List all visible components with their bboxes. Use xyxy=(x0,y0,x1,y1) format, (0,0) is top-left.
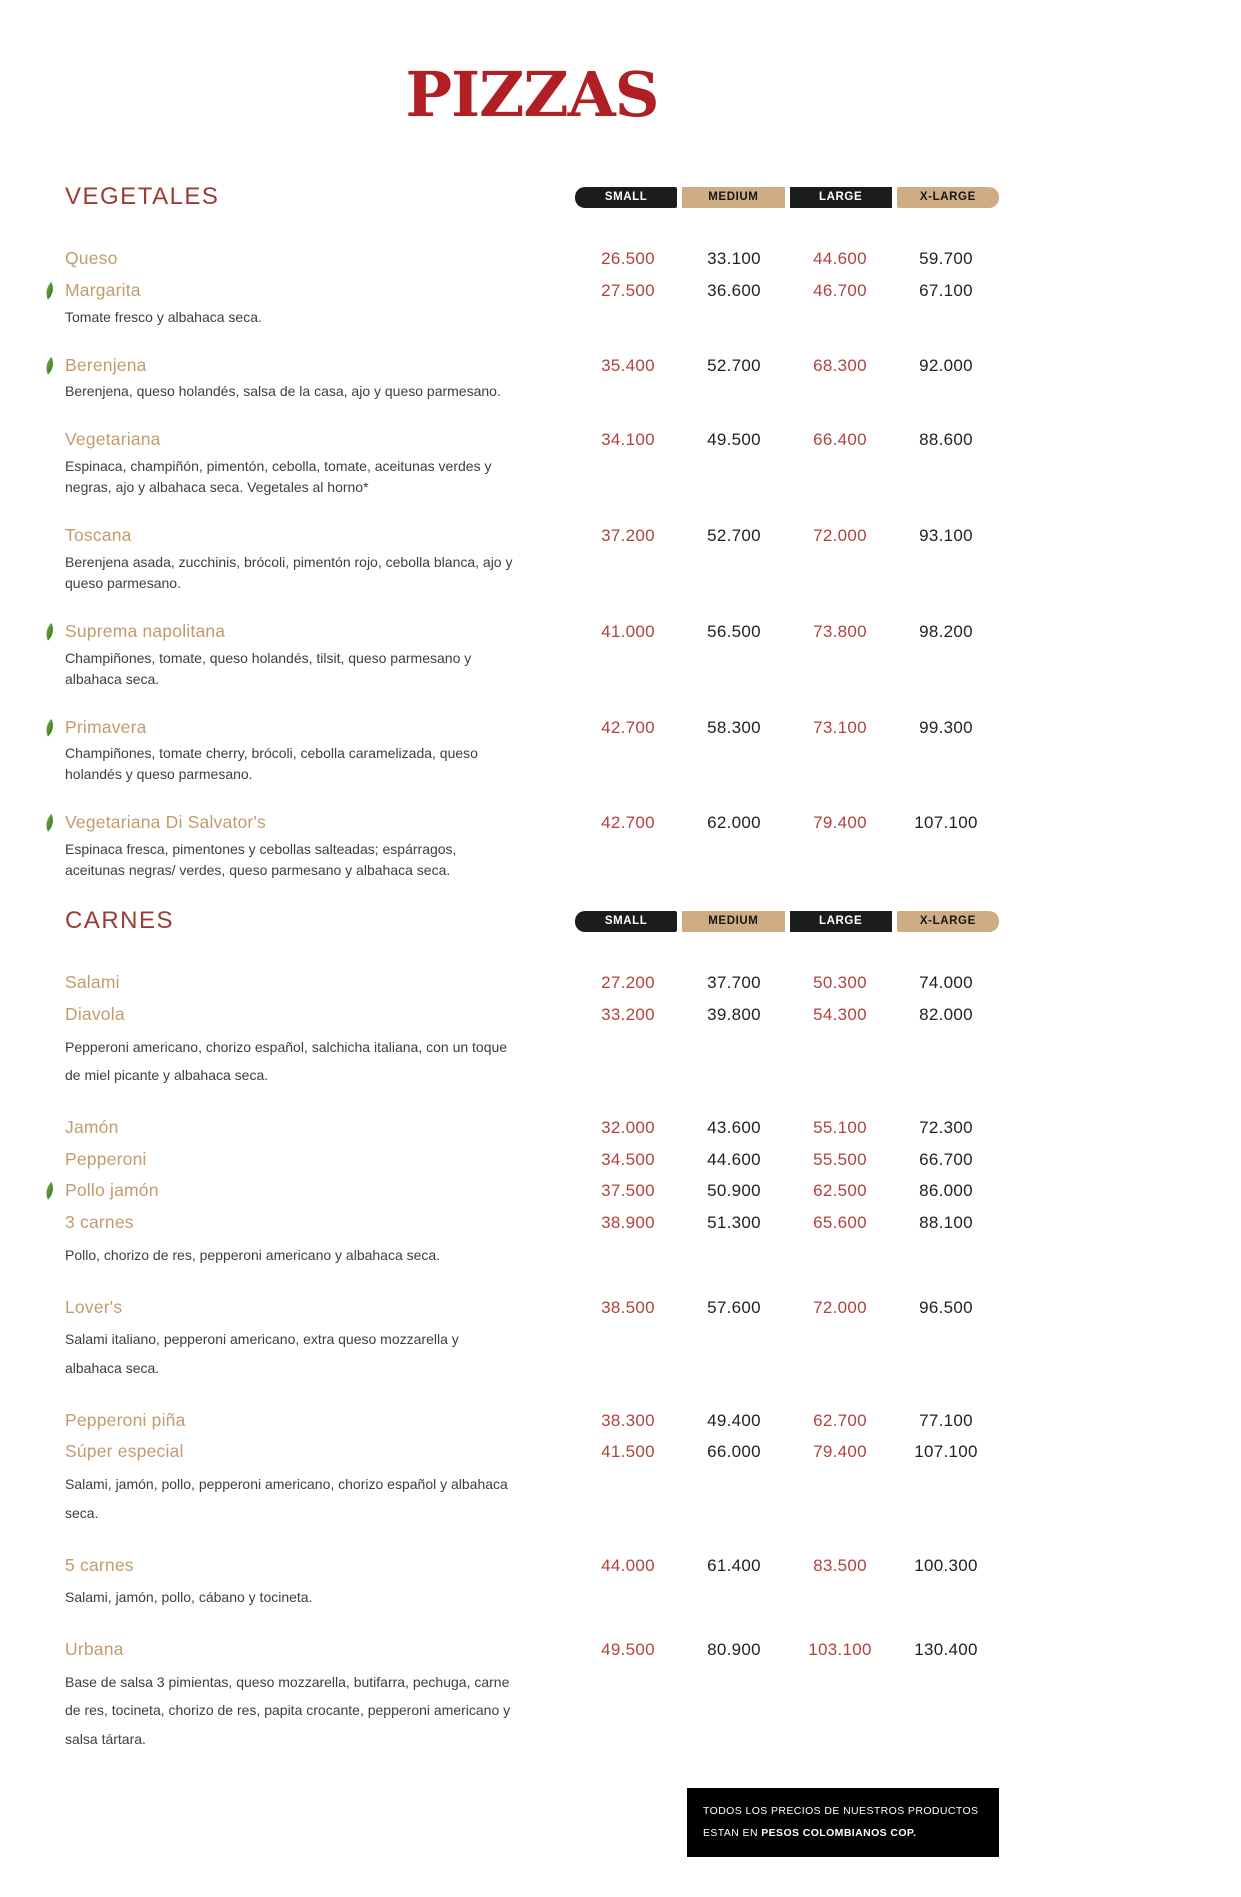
section-title-carnes: CARNES xyxy=(65,907,175,934)
item-name: Vegetariana xyxy=(65,429,161,450)
item-description: Base de salsa 3 pimientas, queso mozzarella, butifarra, pechuga, carne de res, tocineta, chorizo de res, papita crocante, pepperoni americano y salsa tártara. xyxy=(65,1673,511,1748)
item-name-row xyxy=(65,1179,575,1202)
menu-item-row xyxy=(65,428,999,498)
price-x-large: 86.000 xyxy=(919,1181,973,1201)
menu-item-row xyxy=(65,1440,999,1527)
item-info xyxy=(65,1554,575,1612)
price-x-large: 88.600 xyxy=(919,430,973,450)
item-name: Pepperoni piña xyxy=(65,1409,186,1430)
menu-item-row xyxy=(65,1211,999,1269)
price-large: 46.700 xyxy=(813,280,867,300)
price-medium: 39.800 xyxy=(707,1004,761,1024)
vegetarian-leaf-icon xyxy=(43,1181,56,1201)
price-small: 44.000 xyxy=(601,1555,655,1575)
footer-note xyxy=(687,1788,999,1857)
item-name: Súper especial xyxy=(65,1441,184,1462)
vegetarian-leaf-icon xyxy=(43,281,56,301)
item-info xyxy=(65,716,575,786)
menu-item-row xyxy=(65,524,999,594)
item-name-row xyxy=(65,428,575,451)
menu-item-row xyxy=(65,1179,999,1202)
item-info xyxy=(65,524,575,594)
item-name-row xyxy=(65,811,575,834)
item-name: Salami xyxy=(65,972,120,992)
price-large: 66.400 xyxy=(813,430,867,450)
item-name: Pollo jamón xyxy=(65,1180,159,1201)
price-medium: 52.700 xyxy=(707,355,761,375)
item-info xyxy=(65,971,575,994)
item-info xyxy=(65,1116,575,1139)
price-large: 79.400 xyxy=(813,813,867,833)
menu-item-row xyxy=(65,1148,999,1171)
item-description: Salami, jamón, pollo, cábano y tocineta. xyxy=(65,1589,313,1606)
menu-item-row xyxy=(65,716,999,786)
price-medium: 49.400 xyxy=(707,1410,761,1430)
page-title: PIZZAS xyxy=(405,58,659,131)
price-large: 72.000 xyxy=(813,526,867,545)
price-x-large: 107.100 xyxy=(914,813,978,833)
price-small: 34.100 xyxy=(601,430,655,450)
item-name: Suprema napolitana xyxy=(65,620,226,641)
item-name-row xyxy=(65,354,575,377)
price-x-large: 107.100 xyxy=(914,1442,978,1462)
item-name-row xyxy=(65,524,575,547)
price-small: 33.200 xyxy=(601,1004,655,1024)
menu-item-row xyxy=(65,1409,999,1432)
price-medium: 52.700 xyxy=(707,526,761,545)
price-large: 44.600 xyxy=(813,249,867,268)
price-x-large: 88.100 xyxy=(919,1213,973,1233)
item-name-row xyxy=(65,716,575,739)
price-small: 38.900 xyxy=(601,1213,655,1233)
size-pill-large: LARGE xyxy=(790,187,892,208)
item-info xyxy=(65,620,575,690)
item-name-row xyxy=(65,1003,575,1026)
item-name-row xyxy=(65,279,575,302)
price-small: 37.200 xyxy=(601,526,655,545)
menu-item-row xyxy=(65,1638,999,1754)
item-name-row xyxy=(65,1116,575,1139)
menu-item-row xyxy=(65,354,999,403)
section-header-row xyxy=(65,183,999,211)
price-small: 27.200 xyxy=(601,973,655,992)
price-medium: 56.500 xyxy=(707,621,761,641)
price-large: 50.300 xyxy=(813,973,867,992)
item-name-row xyxy=(65,1211,575,1234)
price-medium: 58.300 xyxy=(707,717,761,737)
item-info xyxy=(65,279,575,328)
item-name: 5 carnes xyxy=(65,1554,134,1575)
item-name-row xyxy=(65,620,575,643)
item-info xyxy=(65,247,575,270)
footer-line2-bold: PESOS COLOMBIANOS COP. xyxy=(761,1827,917,1840)
item-name: Vegetariana Di Salvator's xyxy=(65,812,266,833)
price-medium: 66.000 xyxy=(707,1442,761,1462)
size-pill-large: LARGE xyxy=(790,911,892,932)
menu-item-row xyxy=(65,1116,999,1139)
menu-item-row xyxy=(65,971,999,994)
item-info xyxy=(65,1638,575,1754)
section-title-vegetales: VEGETALES xyxy=(65,183,220,210)
price-small: 49.500 xyxy=(601,1640,655,1659)
item-description: Berenjena, queso holandés, salsa de la casa, ajo y queso parmesano. xyxy=(65,383,501,400)
price-small: 42.700 xyxy=(601,813,655,833)
item-name-row xyxy=(65,1440,575,1463)
price-x-large: 130.400 xyxy=(914,1640,978,1659)
item-name-row xyxy=(65,1409,575,1432)
price-small: 27.500 xyxy=(601,280,655,300)
size-pills xyxy=(575,187,999,208)
price-medium: 37.700 xyxy=(707,973,761,992)
price-large: 103.100 xyxy=(808,1640,872,1659)
item-description: Pepperoni americano, chorizo español, salchicha italiana, con un toque de miel picante y albahaca seca. xyxy=(65,1038,508,1084)
footer-line2-prefix: ESTAN EN xyxy=(703,1827,762,1840)
item-name: Margarita xyxy=(65,279,141,300)
price-x-large: 82.000 xyxy=(919,1004,973,1024)
vegetarian-leaf-icon xyxy=(43,356,56,376)
item-name-row xyxy=(65,1638,575,1661)
price-small: 35.400 xyxy=(601,355,655,375)
vegetarian-leaf-icon xyxy=(43,622,56,642)
item-name: Primavera xyxy=(65,716,147,737)
item-name-row xyxy=(65,1554,575,1577)
item-name: Diavola xyxy=(65,1003,125,1024)
item-info xyxy=(65,811,575,881)
price-small: 32.000 xyxy=(601,1117,655,1137)
price-large: 55.500 xyxy=(813,1149,867,1169)
item-name: 3 carnes xyxy=(65,1212,134,1233)
item-info xyxy=(65,1148,575,1171)
price-large: 79.400 xyxy=(813,1442,867,1462)
item-description: Tomate fresco y albahaca seca. xyxy=(65,308,262,325)
price-large: 73.800 xyxy=(813,621,867,641)
item-info xyxy=(65,1003,575,1090)
price-x-large: 67.100 xyxy=(919,280,973,300)
size-pill-x-large: X-LARGE xyxy=(897,911,999,932)
item-info xyxy=(65,1211,575,1269)
item-info xyxy=(65,428,575,498)
menu-item-row xyxy=(65,279,999,328)
price-medium: 57.600 xyxy=(707,1297,761,1317)
item-description: Pollo, chorizo de res, pepperoni americano y albahaca seca. xyxy=(65,1246,441,1263)
price-small: 38.500 xyxy=(601,1297,655,1317)
menu-item-row xyxy=(65,1554,999,1612)
price-medium: 61.400 xyxy=(707,1555,761,1575)
price-x-large: 99.300 xyxy=(919,717,973,737)
item-description: Salami, jamón, pollo, pepperoni americano, chorizo español y albahaca seca. xyxy=(65,1476,508,1521)
price-x-large: 77.100 xyxy=(919,1410,973,1430)
price-medium: 51.300 xyxy=(707,1213,761,1233)
price-small: 37.500 xyxy=(601,1181,655,1201)
price-large: 62.700 xyxy=(813,1410,867,1430)
item-name: Jamón xyxy=(65,1116,119,1137)
item-name-row xyxy=(65,1296,575,1319)
section-header-row xyxy=(65,907,999,935)
price-large: 73.100 xyxy=(813,717,867,737)
price-small: 42.700 xyxy=(601,717,655,737)
section-carnes xyxy=(65,907,999,1754)
price-x-large: 93.100 xyxy=(919,526,973,545)
size-pill-small: SMALL xyxy=(575,187,677,208)
item-info xyxy=(65,354,575,403)
price-medium: 62.000 xyxy=(707,813,761,833)
menu-item-row xyxy=(65,1003,999,1090)
item-info xyxy=(65,1296,575,1383)
price-medium: 80.900 xyxy=(707,1640,761,1659)
item-info xyxy=(65,1409,575,1432)
menu-item-row xyxy=(65,811,999,881)
price-small: 38.300 xyxy=(601,1410,655,1430)
menu-item-row xyxy=(65,247,999,270)
menu-item-row xyxy=(65,1296,999,1383)
price-large: 68.300 xyxy=(813,355,867,375)
size-pills xyxy=(575,911,999,932)
size-pill-small: SMALL xyxy=(575,911,677,932)
price-x-large: 74.000 xyxy=(919,973,973,992)
price-medium: 36.600 xyxy=(707,280,761,300)
price-medium: 49.500 xyxy=(707,430,761,450)
item-name: Pepperoni xyxy=(65,1148,147,1169)
item-info xyxy=(65,1440,575,1527)
price-small: 41.500 xyxy=(601,1442,655,1462)
item-name-row xyxy=(65,971,575,994)
price-x-large: 98.200 xyxy=(919,621,973,641)
price-large: 55.100 xyxy=(813,1117,867,1137)
item-description: Champiñones, tomate, queso holandés, tilsit, queso parmesano y albahaca seca. xyxy=(65,649,472,687)
vegetarian-leaf-icon xyxy=(43,718,56,738)
item-name: Toscana xyxy=(65,525,132,545)
item-description: Berenjena asada, zucchinis, brócoli, pimentón rojo, cebolla blanca, ajo y queso parmesano. xyxy=(65,553,513,591)
item-description: Champiñones, tomate cherry, brócoli, cebolla caramelizada, queso holandés y queso parmesano. xyxy=(65,745,478,783)
price-medium: 50.900 xyxy=(707,1181,761,1201)
price-medium: 43.600 xyxy=(707,1117,761,1137)
price-large: 83.500 xyxy=(813,1555,867,1575)
section-vegetales xyxy=(65,183,999,881)
price-small: 34.500 xyxy=(601,1149,655,1169)
size-pill-medium: MEDIUM xyxy=(682,187,784,208)
price-medium: 33.100 xyxy=(707,249,761,268)
menu-sections xyxy=(65,183,999,1754)
price-x-large: 96.500 xyxy=(919,1297,973,1317)
item-info xyxy=(65,1179,575,1202)
item-description: Espinaca, champiñón, pimentón, cebolla, tomate, aceitunas verdes y negras, ajo y albahaca seca. Vegetales al horno* xyxy=(65,458,492,495)
size-pill-medium: MEDIUM xyxy=(682,911,784,932)
price-large: 54.300 xyxy=(813,1004,867,1024)
price-x-large: 92.000 xyxy=(919,355,973,375)
item-description: Salami italiano, pepperoni americano, extra queso mozzarella y albahaca seca. xyxy=(65,1331,459,1376)
price-small: 26.500 xyxy=(601,249,655,268)
price-x-large: 66.700 xyxy=(919,1149,973,1169)
item-description: Espinaca fresca, pimentones y cebollas salteadas; espárragos, aceitunas negras/ verdes, queso parmesano y albahaca seca. xyxy=(65,841,457,878)
price-large: 62.500 xyxy=(813,1181,867,1201)
price-x-large: 59.700 xyxy=(919,249,973,268)
item-name: Lover's xyxy=(65,1296,123,1317)
item-name: Urbana xyxy=(65,1639,124,1659)
item-name-row xyxy=(65,247,575,270)
price-x-large: 72.300 xyxy=(919,1117,973,1137)
item-name-row xyxy=(65,1148,575,1171)
menu-item-row xyxy=(65,620,999,690)
item-name: Berenjena xyxy=(65,354,147,375)
item-name: Queso xyxy=(65,248,118,268)
size-pill-x-large: X-LARGE xyxy=(897,187,999,208)
price-large: 72.000 xyxy=(813,1297,867,1317)
price-large: 65.600 xyxy=(813,1213,867,1233)
price-x-large: 100.300 xyxy=(914,1555,978,1575)
vegetarian-leaf-icon xyxy=(43,813,56,833)
price-medium: 44.600 xyxy=(707,1149,761,1169)
price-small: 41.000 xyxy=(601,621,655,641)
footer-line1: TODOS LOS PRECIOS DE NUESTROS PRODUCTOS xyxy=(703,1804,979,1817)
